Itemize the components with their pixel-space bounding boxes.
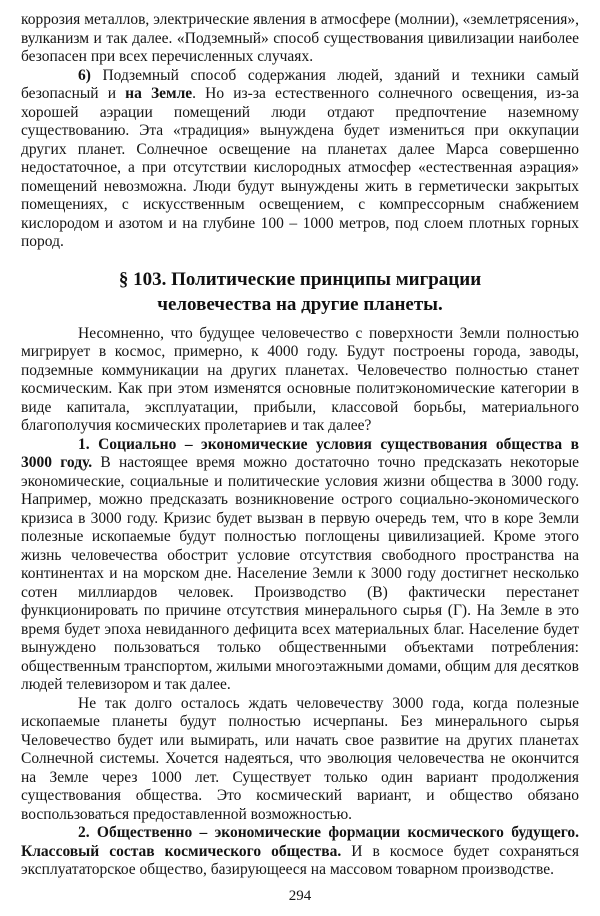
- list-item-marker: 6): [78, 66, 91, 84]
- paragraph-lead-bold: 2. Общественно – экономические формации космического будущего. Классовый состав космического общества.: [21, 824, 579, 860]
- section-heading-line2: человечества на другие планеты.: [157, 293, 443, 315]
- paragraph: [21, 695, 579, 825]
- paragraph-text: Не так долго осталось ждать человечеству 3000 года, когда полезные ископаемые планеты будут полностью исчерпаны. Без минерального сырья Человечество будет или вымирать, или начать свое развитие на других планетах Солнечной системы. Хочется надеяться, что эволюция человечества не окончится на Земле через 1000 лет. Существует только один вариант продолжения существования общества. Это космический вариант, и общество обязано воспользоваться предоставленной возможностью.: [21, 694, 579, 823]
- paragraph-text: коррозия металлов, электрические явления в атмосфере (молнии), «землетрясения», вулканизм и так далее. «Подземный» способ существования цивилизации наиболее безопасен при всех перечисленных случаях.: [21, 11, 579, 65]
- paragraph-text: Несомненно, что будущее человечество с поверхности Земли полностью мигрирует в космос, примерно, к 4000 году. Будут построены города, заводы, подземные коммуникации на других планетах. Человечество полностью станет космическим. Как при этом изменятся основные политэкономические категории в виде капитала, эксплуатации, прибыли, классовой борьбы, материального благополучия космических пролетариев и так далее?: [21, 324, 579, 434]
- emphasized-text: на Земле: [125, 85, 193, 102]
- paragraph-continuation: [21, 11, 579, 67]
- paragraph-point-1: [21, 436, 579, 695]
- page-number: 294: [288, 887, 312, 904]
- section-heading: [21, 267, 579, 317]
- paragraph-text: Подземный способ содержания людей, зданий и техники самый безопасный и: [21, 66, 579, 102]
- paragraph-text: . Но из-за естественного солнечного освещения, из-за хорошей аэрации помещений люди отдают предпочтение наземному существованию. Эта «традиция» вынуждена будет измениться при оккупации других планет. Солнечное освещение на планетах далее Марса совершенно недостаточное, а при отсутствии кислородных атмосфер «естественная аэрация» помещений невозможна. Люди будут вынуждены жить в герметически закрытых помещениях, с искусственным освещением, с компрессорным снабжением кислородом и азотом и на глубине 100 – 1000 метров, под слоем плотных горных пород.: [21, 85, 579, 250]
- paragraph-item-6: [21, 67, 579, 252]
- paragraph-lead-bold: 1. Социально – экономические условия существования общества в 3000 году.: [21, 435, 579, 471]
- paragraph-text: И в космосе будет сохраняться эксплуататорское общество, базирующееся на массовом товарном производстве.: [21, 842, 579, 878]
- paragraph-intro: [21, 325, 579, 436]
- section-heading-line1: § 103. Политические принципы миграции: [118, 268, 482, 290]
- paragraph-point-2: [21, 824, 579, 880]
- paragraph-text: В настоящее время можно достаточно точно предсказать некоторые экономические, социальные и политические условия жизни общества в 3000 году. Например, можно предсказать возникновение острого социально-экономического кризиса в 3000 году. Кризис будет вызван в первую очередь тем, что в коре Земли полезные ископаемые будут полностью поглощены цивилизацией. Кроме этого жизнь человечества обострит условие отсутствия свободного пространства на континентах и на морском дне. Население Земли к 3000 году достигнет несколько сотен миллиардов человек. Производство (В) фактически перестанет функционировать по причине отсутствия минерального сырья (Г). На Земле в это время будет эпоха невиданного дефицита всех материальных благ. Население будет вынуждено пользоваться только общественными объектами потребления: общественным транспортом, жилыми многоэтажными домами, общим для десятков людей телевизором и так далее.: [21, 454, 579, 693]
